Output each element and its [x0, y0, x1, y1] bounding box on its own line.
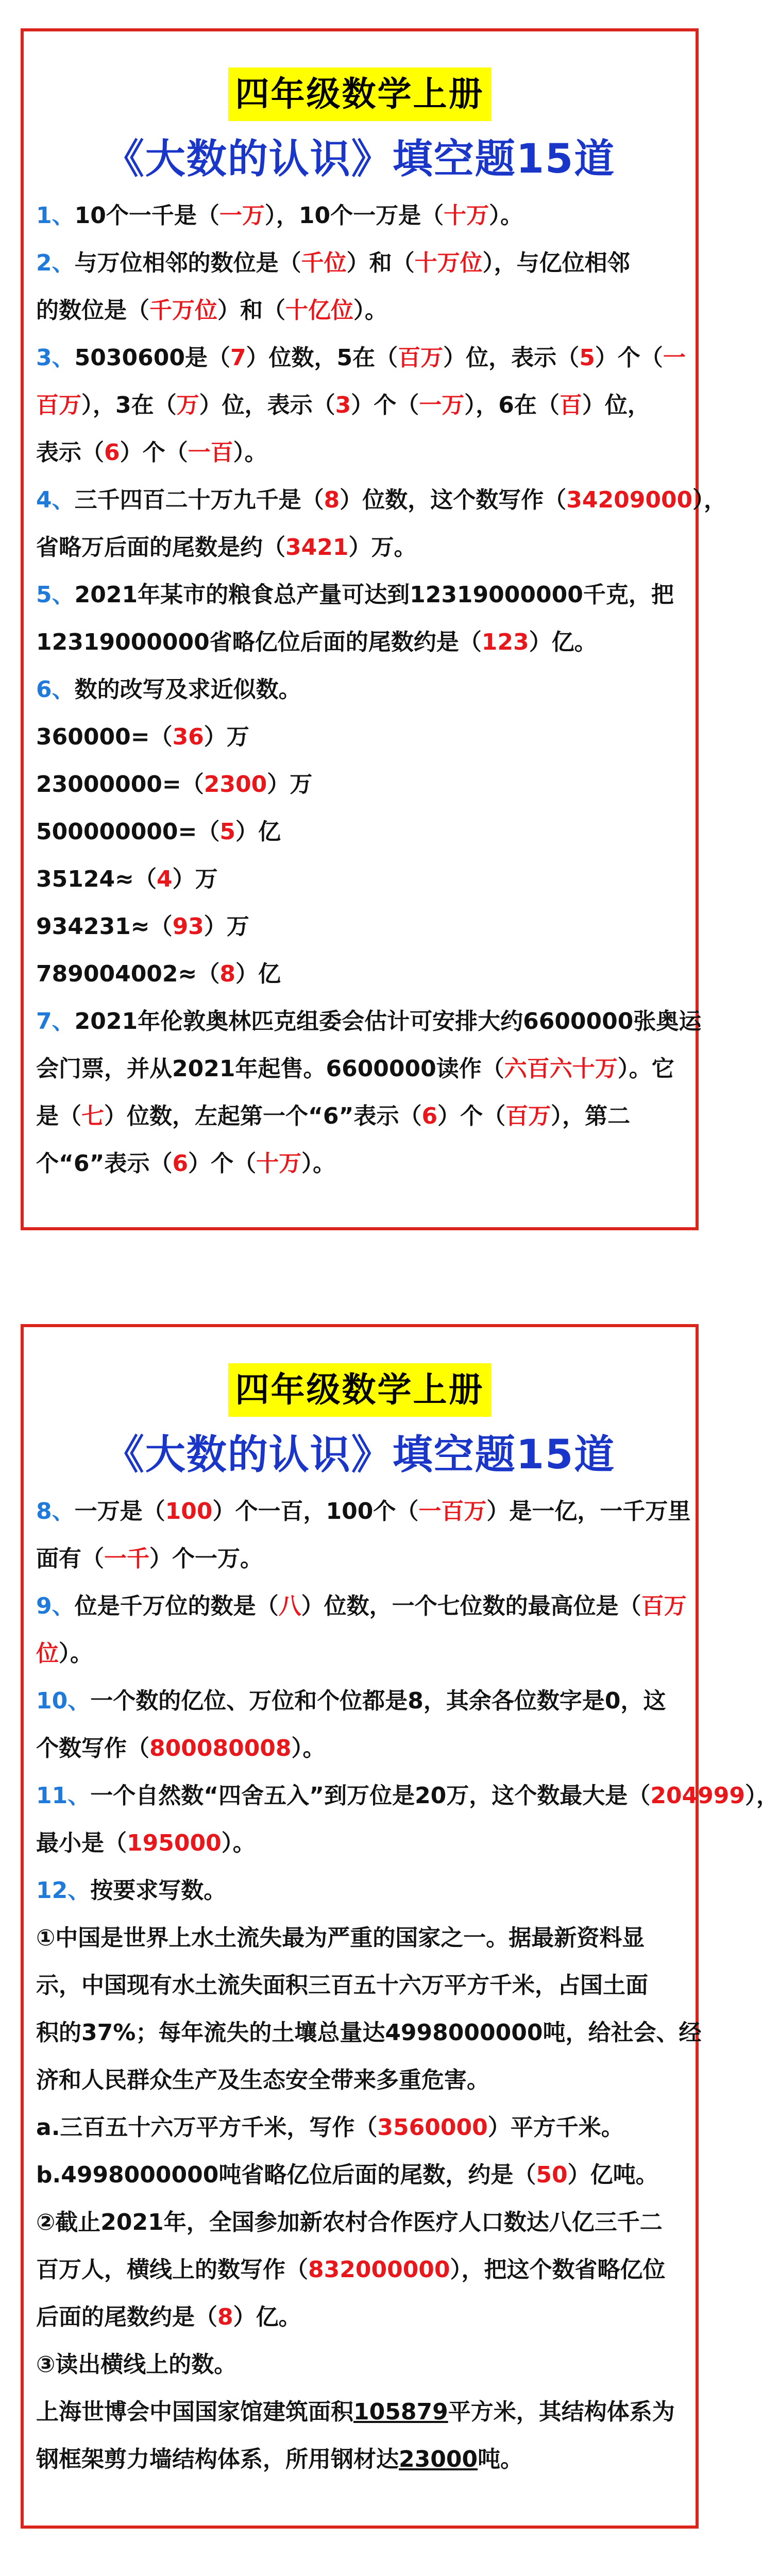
question-text: ①中国是世界上水土流失最为严重的国家之一。据最新资料显	[36, 1925, 645, 1951]
question-text: 12319000000省略亿位后面的尾数约是（	[36, 629, 482, 655]
answer-text: 5	[219, 819, 236, 845]
question-text: 最小是（	[36, 1830, 127, 1856]
question-text: ）平方千米。	[487, 2114, 624, 2141]
question-text: ）位数，5在（	[246, 345, 398, 371]
question-line	[36, 856, 683, 903]
answer-text: 十万	[256, 1150, 302, 1177]
answer-text: 六百六十万	[504, 1056, 618, 1082]
question-line	[36, 1488, 691, 1535]
question-text: 的数位是（	[36, 297, 149, 324]
question-text: 表示（	[36, 439, 104, 466]
question-text: ）万	[172, 866, 218, 892]
answer-text: 8	[219, 961, 236, 987]
answer-text: 万	[176, 392, 199, 418]
answer-text: 100	[165, 1498, 213, 1524]
question-text: ），第二	[551, 1103, 631, 1129]
question-text: 数的改写及求近似数。	[74, 676, 301, 703]
question-text: ）位，表示（	[199, 392, 335, 418]
question-text: 500000000=（	[36, 819, 220, 845]
question-text: 省略万后面的尾数是约（	[36, 534, 285, 561]
question-text: 钢框架剪力墙结构体系，所用钢材达	[36, 2446, 399, 2472]
question-text: ），	[745, 1783, 779, 1809]
question-text: ），	[692, 487, 727, 513]
question-number: 2、	[36, 250, 75, 276]
question-text: ）位数，左起第一个“6”表示（	[104, 1103, 422, 1129]
question-text: ）个（	[188, 1150, 257, 1177]
answer-text: 93	[172, 913, 204, 940]
question-text: 个数写作（	[36, 1735, 149, 1761]
question-line	[36, 524, 683, 571]
answer-text: 7	[230, 345, 246, 371]
question-text: ）万。	[348, 534, 417, 561]
question-text: ）和（	[217, 297, 285, 324]
question-text: 吨。	[478, 2446, 523, 2472]
question-text: ）位数，一个七位数的最高位是（	[301, 1593, 641, 1619]
question-line	[36, 1535, 683, 1583]
grade-title: 四年级数学上册	[228, 67, 492, 121]
question-line	[36, 2009, 702, 2057]
question-line	[36, 998, 702, 1045]
question-line	[36, 951, 683, 998]
question-text: ）个一百，100个（	[212, 1498, 419, 1524]
question-number: 10、	[36, 1688, 91, 1714]
underlined-number: 105879	[353, 2399, 448, 2425]
question-text: 积的37%；每年流失的土壤总量达4998000000吨，给社会、经	[36, 2020, 702, 2046]
question-text: ③读出横线上的数。	[36, 2351, 237, 2378]
question-line	[36, 2199, 683, 2246]
question-line	[36, 761, 683, 808]
answer-text: 八	[278, 1593, 301, 1619]
question-line	[36, 2388, 683, 2436]
answer-text: 十万	[444, 202, 489, 229]
question-text: ）。	[353, 297, 387, 324]
question-line	[36, 2341, 683, 2388]
question-text: ）位数，这个数写作（	[340, 487, 567, 513]
question-list	[36, 192, 727, 1188]
question-line	[36, 1725, 683, 1772]
answer-text: 百	[559, 392, 582, 418]
answer-text: 3421	[285, 534, 349, 561]
answer-text: 一万	[219, 202, 265, 229]
answer-text: 8	[324, 487, 340, 513]
question-line	[36, 287, 683, 334]
question-line	[36, 1583, 687, 1630]
question-text: ）和（	[346, 250, 415, 276]
question-text: ）位，	[582, 392, 650, 418]
answer-text: 一万	[419, 392, 465, 418]
grade-title: 四年级数学上册	[228, 1363, 492, 1417]
question-text: 济和人民群众生产及生态安全带来多重危害。	[36, 2067, 489, 2093]
question-line	[36, 2436, 683, 2483]
answer-text: 800080008	[149, 1735, 292, 1761]
question-list	[36, 1488, 779, 2483]
question-text: ）亿	[235, 819, 281, 845]
question-line	[36, 903, 683, 951]
question-line	[36, 2104, 683, 2151]
question-text: 5030600是（	[74, 345, 230, 371]
question-number: 4、	[36, 487, 75, 513]
answer-text: 一千	[104, 1546, 149, 1572]
question-text: ）万	[204, 913, 249, 940]
question-text: ）万	[204, 724, 249, 750]
question-text: 三千四百二十万九千是（	[74, 487, 324, 513]
question-number: 12、	[36, 1877, 91, 1904]
question-text: ）个一万。	[149, 1546, 263, 1572]
answer-text: 2300	[204, 771, 267, 798]
question-text: ），把这个数省略亿位	[450, 2257, 666, 2283]
answer-text: 一百	[188, 439, 233, 466]
answer-text: 36	[172, 724, 204, 750]
question-number: 1、	[36, 202, 75, 229]
answer-text: 百万	[641, 1593, 687, 1619]
card-header	[36, 67, 683, 192]
question-text: ）位，表示（	[443, 345, 580, 371]
answer-text: 8	[217, 2304, 233, 2330]
answer-text: 3	[335, 392, 351, 418]
answer-text: 千万位	[149, 297, 217, 324]
question-text: 934231≈（	[36, 913, 173, 940]
question-text: ），10个一万是（	[264, 202, 444, 229]
answer-text: 百万	[398, 345, 444, 371]
question-text: 789004002≈（	[36, 961, 220, 987]
question-text: ）。	[221, 1830, 256, 1856]
question-number: 3、	[36, 345, 75, 371]
question-text: 2021年某市的粮食总产量可达到12319000000千克，把	[74, 582, 674, 608]
question-text: 2021年伦敦奥林匹克组委会估计可安排大约6600000张奥运	[74, 1008, 702, 1035]
question-line	[36, 192, 683, 240]
answer-text: 一百万	[418, 1498, 487, 1524]
question-line	[36, 1045, 683, 1093]
answer-text: 4	[156, 866, 173, 892]
question-text: 一个自然数“四舍五入”到万位是20万，这个数最大是（	[90, 1783, 651, 1809]
question-number: 5、	[36, 582, 75, 608]
answer-text: 十万位	[414, 250, 483, 276]
question-text: ），与亿位相邻	[482, 250, 630, 276]
question-text: 10个一千是（	[74, 202, 219, 229]
question-line	[36, 334, 686, 382]
question-number: 8、	[36, 1498, 75, 1524]
question-text: 一万是（	[74, 1498, 165, 1524]
question-text: ）个（	[120, 439, 188, 466]
question-text: ）亿吨。	[567, 2162, 658, 2188]
question-line	[36, 240, 683, 287]
question-line	[36, 1093, 683, 1140]
question-line	[36, 2246, 683, 2294]
question-number: 11、	[36, 1783, 91, 1809]
answer-text: 6	[421, 1103, 438, 1129]
question-text: b.4998000000吨省略亿位后面的尾数，约是（	[36, 2162, 536, 2188]
question-text: 会门票，并从2021年起售。6600000读作（	[36, 1056, 504, 1082]
question-line	[36, 1867, 683, 1914]
question-text: ），6在（	[464, 392, 560, 418]
question-text: ②截止2021年，全国参加新农村合作医疗人口数达八亿三千二	[36, 2209, 663, 2235]
question-text: ）。	[301, 1150, 336, 1177]
question-number: 9、	[36, 1593, 75, 1619]
question-text: ）个（	[437, 1103, 506, 1129]
answer-text: 一	[663, 345, 686, 371]
answer-text: 832000000	[308, 2257, 450, 2283]
underlined-number: 23000	[399, 2446, 478, 2472]
question-line	[36, 477, 727, 524]
question-text: ）个（	[595, 345, 663, 371]
question-line	[36, 2294, 683, 2341]
question-text: 是（	[36, 1103, 81, 1129]
worksheet-subtitle: 《大数的认识》填空题15道	[104, 1432, 616, 1478]
question-line	[36, 714, 683, 761]
question-text: 按要求写数。	[90, 1877, 227, 1904]
question-line	[36, 2057, 683, 2104]
answer-text: 位	[36, 1640, 59, 1667]
question-text: 百万人，横线上的数写作（	[36, 2257, 308, 2283]
question-text: 位是千万位的数是（	[74, 1593, 279, 1619]
question-line	[36, 429, 683, 477]
answer-text: 6	[104, 439, 120, 466]
question-text: ）。	[489, 202, 523, 229]
question-text: 35124≈（	[36, 866, 157, 892]
question-line	[36, 382, 683, 429]
question-text: ）亿。	[233, 2304, 301, 2330]
question-text: ），3在（	[81, 392, 177, 418]
question-text: ）。它	[617, 1056, 674, 1082]
question-text: 面有（	[36, 1546, 104, 1572]
worksheet-subtitle: 《大数的认识》填空题15道	[104, 136, 616, 182]
question-text: ）亿	[235, 961, 281, 987]
answer-text: 百万	[36, 392, 81, 418]
question-text: ）亿。	[529, 629, 597, 655]
question-text: ）。	[59, 1640, 93, 1667]
question-text: 360000=（	[36, 724, 173, 750]
question-line	[36, 2151, 683, 2199]
question-line	[36, 1140, 683, 1188]
question-text: 示，中国现有水土流失面积三百五十六万平方千米，占国土面	[36, 1972, 648, 1998]
question-text: 后面的尾数约是（	[36, 2304, 217, 2330]
question-line	[36, 571, 683, 619]
question-text: 个“6”表示（	[36, 1150, 173, 1177]
question-line	[36, 1630, 683, 1677]
answer-text: 百万	[505, 1103, 551, 1129]
question-line	[36, 619, 683, 666]
question-text: 一个数的亿位、万位和个位都是8，其余各位数字是0，这	[90, 1688, 666, 1714]
answer-text: 204999	[650, 1783, 746, 1809]
answer-text: 123	[481, 629, 529, 655]
question-text: ）。	[291, 1735, 326, 1761]
question-number: 7、	[36, 1008, 75, 1035]
answer-text: 6	[172, 1150, 189, 1177]
question-line	[36, 1772, 779, 1820]
answer-text: 34209000	[566, 487, 693, 513]
question-text: 上海世博会中国国家馆建筑面积	[36, 2399, 353, 2425]
answer-text: 七	[81, 1103, 104, 1129]
question-line	[36, 1914, 683, 1962]
question-text: ）个（	[351, 392, 419, 418]
answer-text: 5	[579, 345, 595, 371]
question-line	[36, 666, 683, 714]
answer-text: 千位	[301, 250, 347, 276]
answer-text: 3560000	[377, 2114, 488, 2141]
question-line	[36, 808, 683, 856]
question-text: ）。	[233, 439, 267, 466]
question-line	[36, 1677, 683, 1725]
question-number: 6、	[36, 676, 75, 703]
question-line	[36, 1820, 683, 1867]
question-line	[36, 1962, 683, 2009]
question-text: ）万	[267, 771, 313, 798]
worksheet-card-2	[21, 1324, 779, 2529]
question-text: ）是一亿，一千万里	[486, 1498, 691, 1524]
answer-text: 50	[536, 2162, 568, 2188]
question-text: 23000000=（	[36, 771, 204, 798]
answer-text: 195000	[127, 1830, 222, 1856]
card-header	[36, 1363, 683, 1488]
question-text: a.三百五十六万平方千米，写作（	[36, 2114, 378, 2141]
question-text: 平方米，其结构体系为	[448, 2399, 675, 2425]
answer-text: 十亿位	[285, 297, 353, 324]
question-text: 与万位相邻的数位是（	[74, 250, 301, 276]
worksheet-card-1	[21, 28, 727, 1230]
